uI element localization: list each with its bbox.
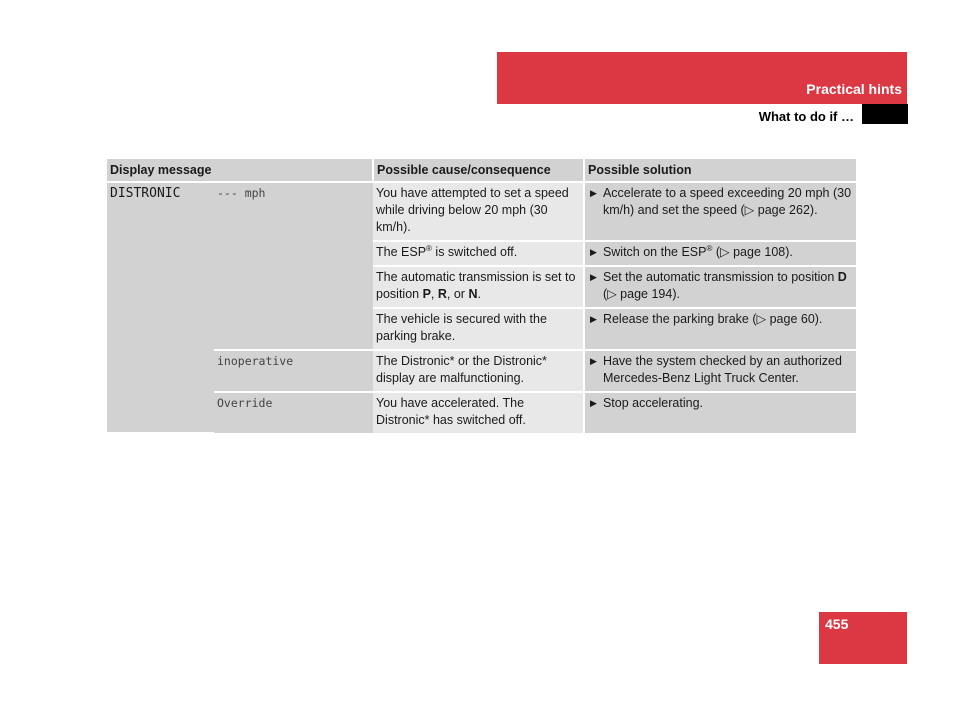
solution-cell <box>584 182 856 241</box>
header-possible-cause: Possible cause/consequence <box>373 159 584 182</box>
bullet-arrow-icon: ▶ <box>590 314 597 324</box>
bullet-arrow-icon: ▶ <box>590 398 597 408</box>
cause-cell <box>373 241 584 266</box>
header-possible-solution: Possible solution <box>584 159 856 182</box>
table-header-row <box>107 159 856 182</box>
chapter-tab <box>862 104 908 124</box>
solution-text <box>603 269 853 303</box>
solution-text-part: (▷ page 194). <box>602 287 680 301</box>
solution-cell <box>584 308 856 350</box>
gear-r: R <box>437 287 447 301</box>
cause-cell <box>373 350 584 392</box>
cause-text: The Distronic* or the Distronic* display are malfunctioning. <box>376 354 547 385</box>
solution-text: Have the system checked by an authorized Mercedes-Benz Light Truck Center. <box>602 354 842 385</box>
solution-text-part: Switch on the ESP <box>602 245 707 259</box>
registered-mark: ® <box>426 243 432 253</box>
page-number-box <box>819 612 907 664</box>
bullet-arrow-icon: ▶ <box>590 247 597 257</box>
solution-text-part: Set the automatic transmission to position <box>602 270 838 284</box>
subsection-title: What to do if … <box>758 109 854 124</box>
gear-n: N <box>468 287 478 301</box>
cause-cell <box>373 308 584 350</box>
cause-text: The automatic transmission is set to position <box>376 270 576 301</box>
display-message: DISTRONIC <box>110 186 181 201</box>
gear-d: D <box>837 270 847 284</box>
solution-cell <box>584 241 856 266</box>
solution-cell <box>584 266 856 308</box>
solution-text: Stop accelerating. <box>602 396 703 410</box>
sub-message-override: Override <box>217 396 273 410</box>
cause-text: You have attempted to set a speed while driving below 20 mph (30 km/h). <box>376 186 569 234</box>
section-title: Practical hints <box>806 81 902 97</box>
cause-cell <box>373 182 584 241</box>
cause-text: , <box>430 287 438 301</box>
solution-text <box>603 244 853 261</box>
solution-cell <box>584 392 856 433</box>
cause-text: . <box>477 287 481 301</box>
bullet-arrow-icon: ▶ <box>590 272 597 282</box>
sub-message-mph: --- mph <box>217 186 266 200</box>
page-number: 455 <box>825 616 849 632</box>
solution-text: Release the parking brake (▷ page 60). <box>602 312 823 326</box>
bullet-arrow-icon: ▶ <box>590 356 597 366</box>
display-message-cell <box>107 182 214 433</box>
cause-text: is switched off. <box>431 245 518 259</box>
header-display-message: Display message <box>107 159 373 182</box>
hints-table <box>107 159 856 434</box>
solution-cell <box>584 350 856 392</box>
bullet-arrow-icon: ▶ <box>590 188 597 198</box>
solution-text: Accelerate to a speed exceeding 20 mph (30 km/h) and set the speed (▷ page 262). <box>602 186 852 217</box>
sub-message-cell <box>214 392 373 433</box>
solution-text-part: (▷ page 108). <box>712 245 793 259</box>
cause-text: The ESP <box>376 245 427 259</box>
registered-mark: ® <box>706 243 713 253</box>
gear-p: P <box>422 287 431 301</box>
cause-text: , or <box>446 287 469 301</box>
cause-text: You have accelerated. The Distronic* has switched off. <box>376 396 526 427</box>
table-row <box>107 350 856 392</box>
sub-message-cell <box>214 182 373 350</box>
table-row <box>107 182 856 241</box>
cause-cell <box>373 266 584 308</box>
sub-message-inoperative: inoperative <box>217 354 294 368</box>
sub-message-cell <box>214 350 373 392</box>
table-row <box>107 392 856 433</box>
cause-cell <box>373 392 584 433</box>
cause-text: The vehicle is secured with the parking brake. <box>376 312 547 343</box>
